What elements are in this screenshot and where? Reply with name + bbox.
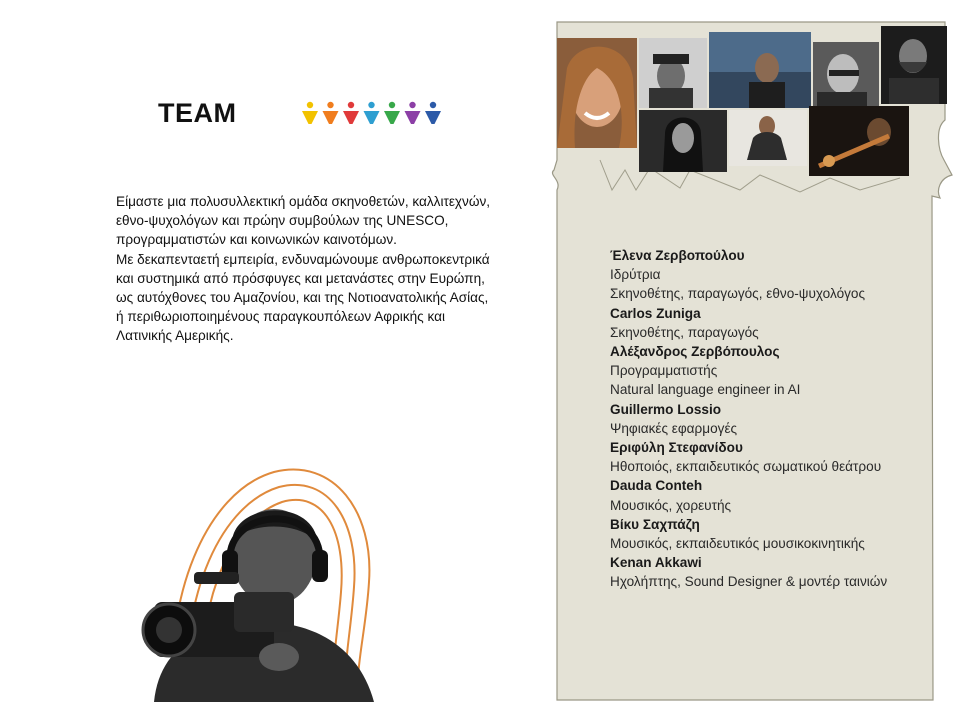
member-name: Εριφύλη Στεφανίδου bbox=[610, 440, 743, 456]
member-role: Natural language engineer in AI bbox=[610, 382, 801, 398]
member-name: Αλέξανδρος Ζερβόπουλος bbox=[610, 344, 780, 360]
logo-figure-body bbox=[302, 111, 318, 124]
logo-figure-body bbox=[425, 111, 441, 124]
logo-figure-body bbox=[323, 111, 339, 124]
team-members-list bbox=[610, 246, 950, 592]
photo-musician-guitar bbox=[809, 106, 909, 176]
photo-man-microphone bbox=[881, 26, 947, 104]
logo-figure-head bbox=[409, 102, 415, 108]
member-role: Ψηφιακές εφαρμογές bbox=[610, 420, 738, 436]
logo-figure-head bbox=[327, 102, 333, 108]
logo-figure-body bbox=[364, 111, 380, 124]
member-role: Προγραμματιστής bbox=[610, 363, 718, 379]
logo-figure-head bbox=[307, 102, 313, 108]
member-name: Carlos Zuniga bbox=[610, 305, 701, 321]
member-role: Μουσικός, χορευτής bbox=[610, 497, 732, 513]
logo-figure-head bbox=[430, 102, 436, 108]
member-name: Guillermo Lossio bbox=[610, 401, 722, 417]
photo-woman-portrait bbox=[639, 110, 727, 172]
intro-text bbox=[116, 192, 496, 346]
logo-figure-head bbox=[348, 102, 354, 108]
logo-figure-head bbox=[389, 102, 395, 108]
member-name: Dauda Conteh bbox=[610, 478, 703, 494]
photo-man-sea bbox=[709, 32, 811, 108]
member-role: Μουσικός, εκπαιδευτικός μουσικοκινητικής bbox=[610, 536, 865, 552]
photo-man-hat bbox=[639, 38, 707, 108]
member-name: Έλενα Ζερβοπούλου bbox=[610, 248, 745, 263]
intro-paragraph-1: Είμαστε μια πολυσυλλεκτική ομάδα σκηνοθετών, καλλιτεχνών, εθνο-ψυχολόγων και πρώην συμβούλων της UNESCO, προγραμματιστών και κοινωνικών καινοτόμων. bbox=[116, 194, 491, 248]
cameraman-photo bbox=[134, 452, 394, 702]
member-role: Σκηνοθέτης, παραγωγός, εθνο-ψυχολόγος bbox=[610, 286, 866, 302]
logo-figure-head bbox=[368, 102, 374, 108]
member-name: Kenan Akkawi bbox=[610, 555, 702, 571]
logo-figure-body bbox=[343, 111, 359, 124]
logo-figure-body bbox=[384, 111, 400, 124]
logo-figure-body bbox=[405, 111, 421, 124]
team-photo-collage bbox=[557, 22, 947, 192]
photo-woman-sitting bbox=[729, 110, 807, 166]
member-role: Ιδρύτρια bbox=[610, 267, 661, 283]
member-name: Βίκυ Σαχπάζη bbox=[610, 516, 700, 532]
seven-people-logo-icon bbox=[300, 100, 450, 130]
photo-woman-smiling bbox=[557, 38, 637, 148]
intro-paragraph-2: Με δεκαπενταετή εμπειρία, ενδυναμώνουμε ανθρωποκεντρικά και συστημικά από πρόσφυγες και μετανάστες στην Ευρώπη, ως αυτόχθονες του Αμαζονίου, και της Νοτιοανατολικής Ασίας, ή περιθωριοποιημένους παραγκουπόλεων Αφρικής και Λατινικής Αμερικής. bbox=[116, 251, 490, 344]
photo-man-glasses bbox=[813, 42, 879, 108]
member-role: Σκηνοθέτης, παραγωγός bbox=[610, 324, 759, 340]
member-role: Ηχολήπτης, Sound Designer & μοντέρ ταινιών bbox=[610, 574, 888, 590]
page-title: TEAM bbox=[158, 98, 237, 128]
member-role: Ηθοποιός, εκπαιδευτικός σωματικού θεάτρου bbox=[610, 459, 882, 475]
